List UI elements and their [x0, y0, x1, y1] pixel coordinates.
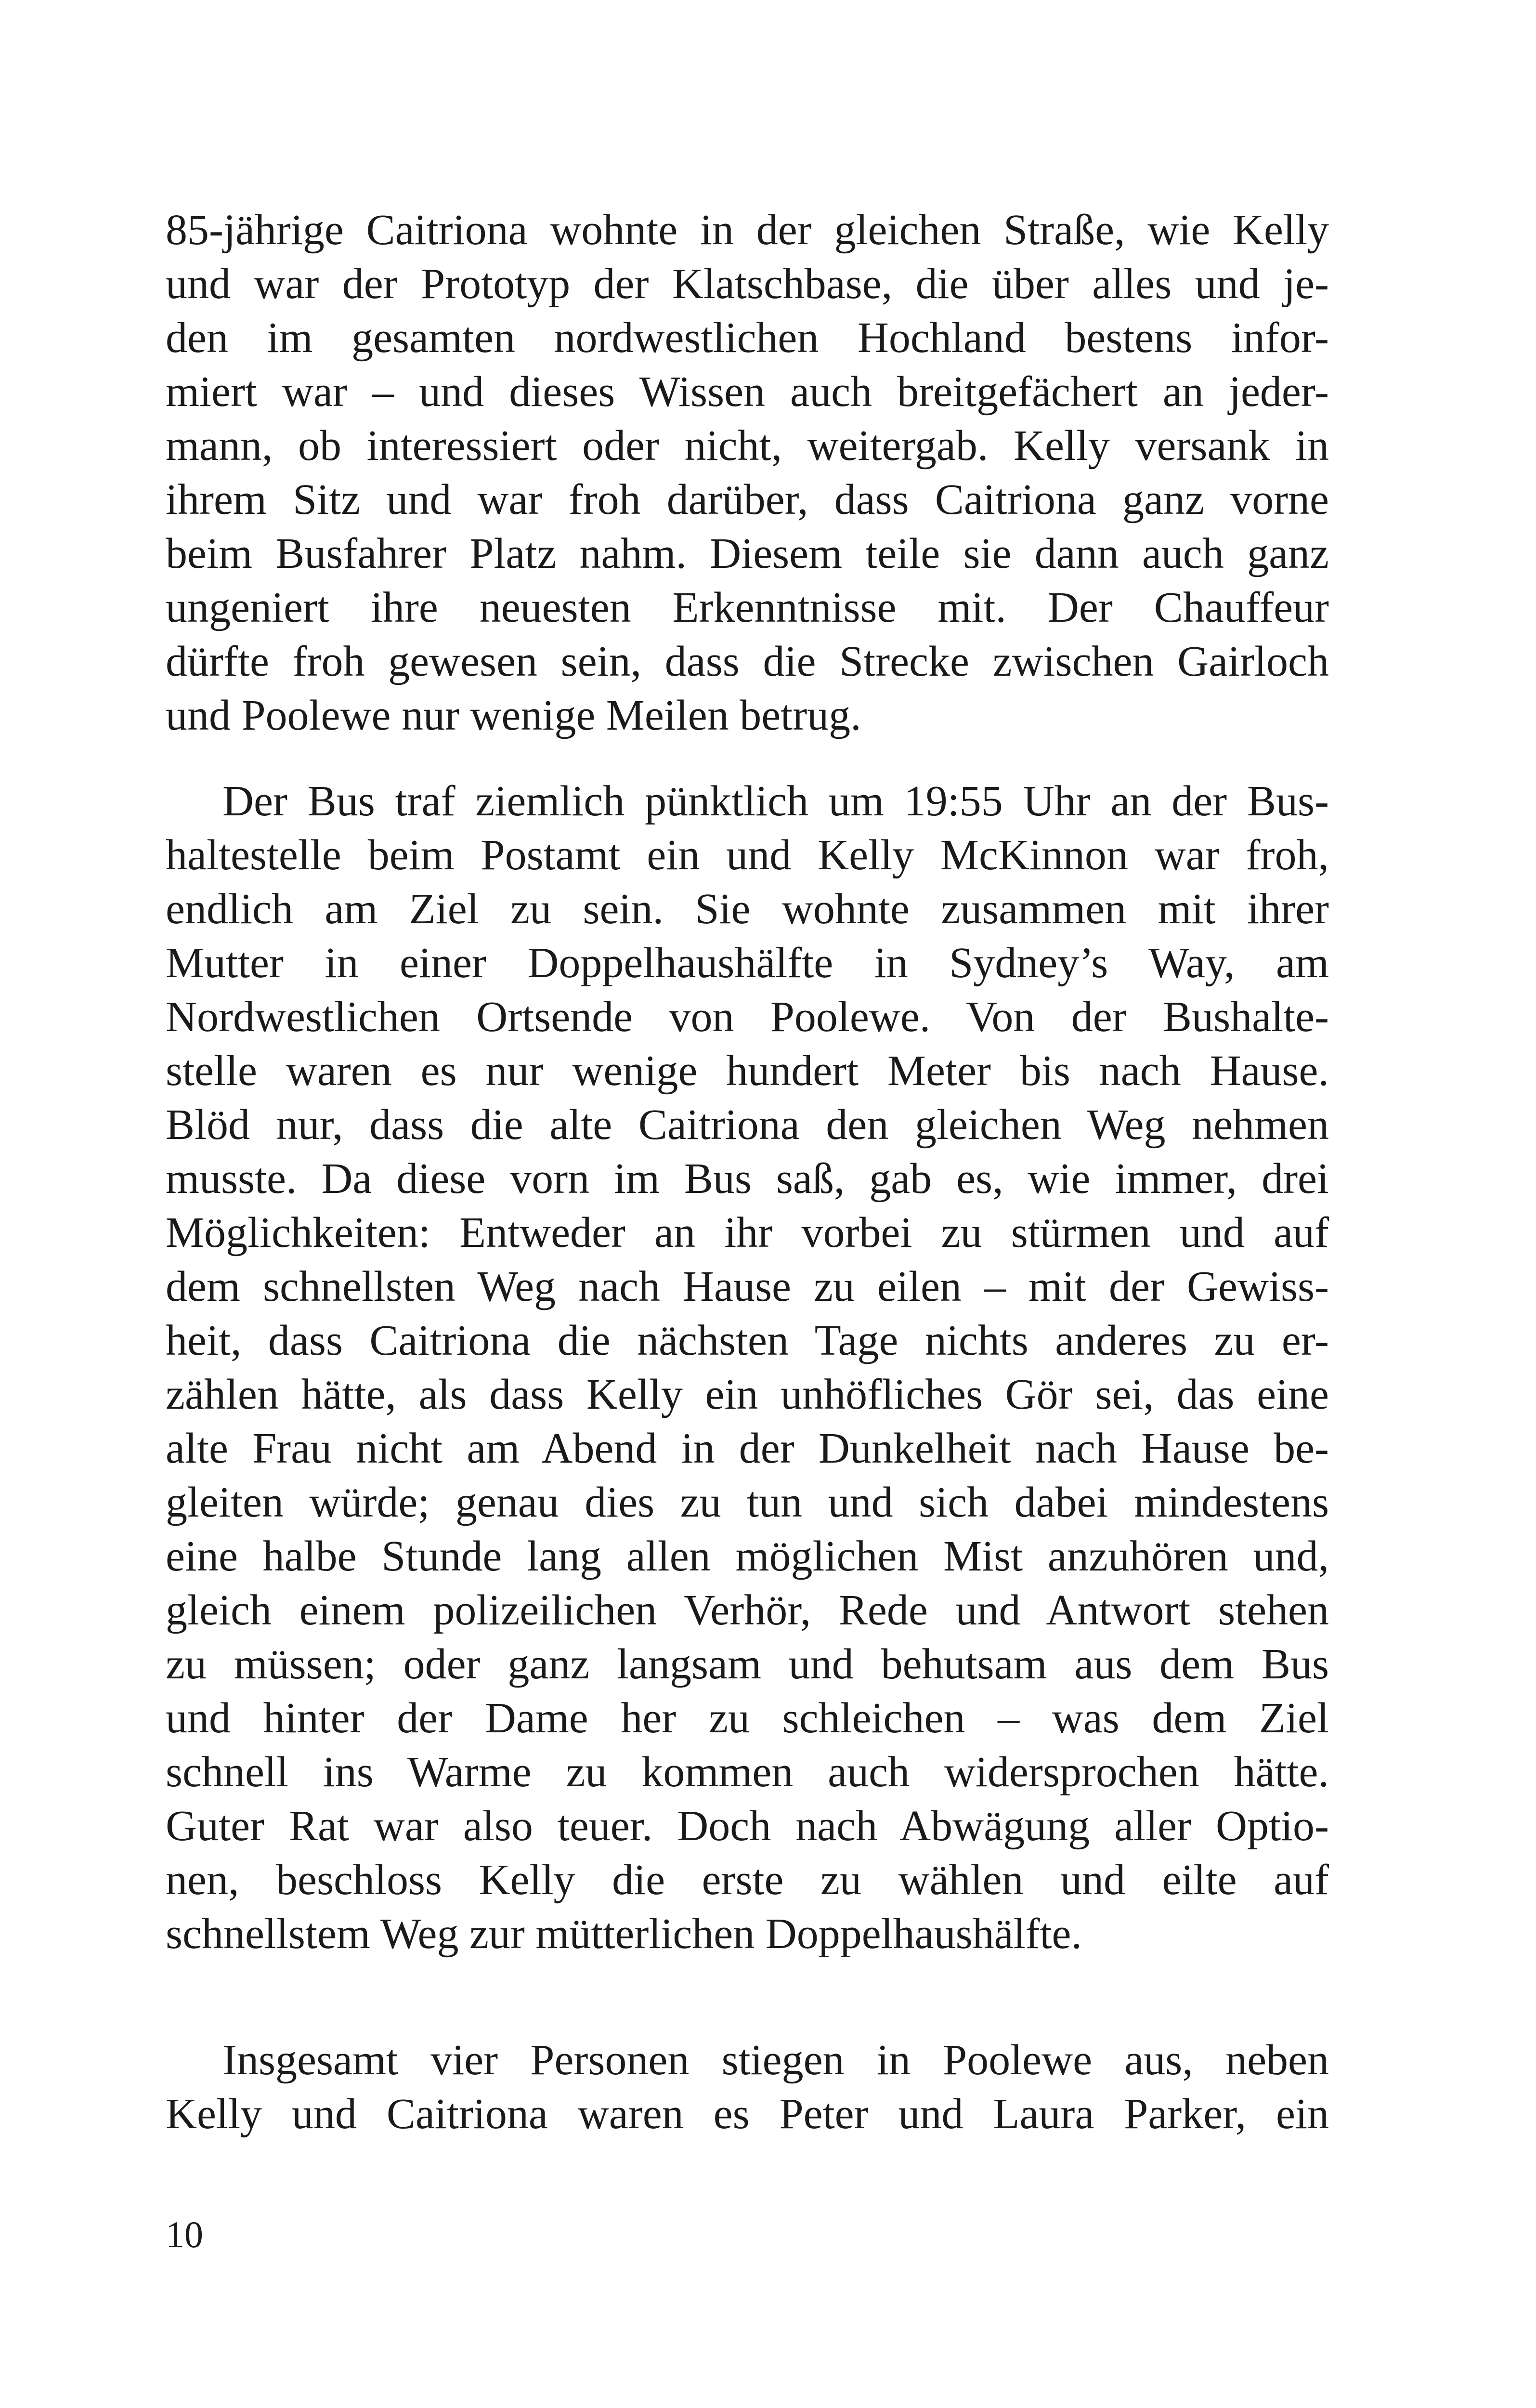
text-line: mann, ob interessiert oder nicht, weitergab. Kelly versank in — [166, 422, 1329, 470]
page-number: 10 — [166, 2213, 203, 2255]
text-line: Guter Rat war also teuer. Doch nach Abwägung aller Optio- — [166, 1802, 1329, 1850]
text-line: gleiten würde; genau dies zu tun und sich dabei mindestens — [166, 1479, 1329, 1526]
text-line: Blöd nur, dass die alte Caitriona den gleichen Weg nehmen — [166, 1101, 1329, 1149]
text-line: Möglichkeiten: Entweder an ihr vorbei zu stürmen und auf — [166, 1209, 1329, 1256]
text-line: den im gesamten nordwestlichen Hochland bestens infor- — [166, 314, 1329, 362]
text-line: beim Busfahrer Platz nahm. Diesem teile sie dann auch ganz — [166, 530, 1329, 577]
text-line: Mutter in einer Doppelhaushälfte in Sydney’s Way, am — [166, 939, 1329, 987]
text-line: stelle waren es nur wenige hundert Meter bis nach Hause. — [166, 1047, 1329, 1095]
text-line: und hinter der Dame her zu schleichen – was dem Ziel — [166, 1694, 1329, 1742]
text-line: alte Frau nicht am Abend in der Dunkelheit nach Hause be- — [166, 1425, 1329, 1472]
text-line: 85-jährige Caitriona wohnte in der gleichen Straße, wie Kelly — [166, 206, 1329, 254]
text-line: und Poolewe nur wenige Meilen betrug. — [166, 692, 861, 739]
text-line: ungeniert ihre neuesten Erkenntnisse mit. Der Chauffeur — [166, 584, 1329, 631]
text-line: zu müssen; oder ganz langsam und behutsam aus dem Bus — [166, 1640, 1329, 1688]
text-line: Nordwestlichen Ortsende von Poolewe. Von der Bushalte- — [166, 993, 1329, 1041]
text-line: schnell ins Warme zu kommen auch widersprochen hätte. — [166, 1748, 1329, 1796]
paragraph — [166, 774, 1329, 1961]
text-line: dem schnellsten Weg nach Hause zu eilen – mit der Gewiss- — [166, 1263, 1329, 1310]
paragraph — [166, 203, 1329, 743]
text-line: zählen hätte, als dass Kelly ein unhöfliches Gör sei, das eine — [166, 1371, 1329, 1418]
text-line: nen, beschloss Kelly die erste zu wählen und eilte auf — [166, 1856, 1329, 1904]
text-line: Insgesamt vier Personen stiegen in Poolewe aus, neben — [222, 2036, 1329, 2084]
text-line: heit, dass Caitriona die nächsten Tage nichts anderes zu er- — [166, 1317, 1329, 1364]
text-line: gleich einem polizeilichen Verhör, Rede und Antwort stehen — [166, 1586, 1329, 1634]
text-line: Kelly und Caitriona waren es Peter und Laura Parker, ein — [166, 2090, 1329, 2138]
text-line: Der Bus traf ziemlich pünktlich um 19:55 Uhr an der Bus- — [222, 777, 1329, 825]
text-line: dürfte froh gewesen sein, dass die Strecke zwischen Gairloch — [166, 638, 1329, 685]
text-line: ihrem Sitz und war froh darüber, dass Caitriona ganz vorne — [166, 476, 1329, 523]
paragraph — [166, 2033, 1329, 2141]
text-line: eine halbe Stunde lang allen möglichen Mist anzuhören und, — [166, 1532, 1329, 1580]
text-line: und war der Prototyp der Klatschbase, die über alles und je- — [166, 260, 1329, 308]
text-line: haltestelle beim Postamt ein und Kelly McKinnon war froh, — [166, 831, 1329, 879]
text-line: endlich am Ziel zu sein. Sie wohnte zusammen mit ihrer — [166, 885, 1329, 933]
text-line: musste. Da diese vorn im Bus saß, gab es, wie immer, drei — [166, 1155, 1329, 1203]
text-line: schnellstem Weg zur mütterlichen Doppelhaushälfte. — [166, 1910, 1082, 1958]
text-line: miert war – und dieses Wissen auch breitgefächert an jeder- — [166, 368, 1329, 416]
